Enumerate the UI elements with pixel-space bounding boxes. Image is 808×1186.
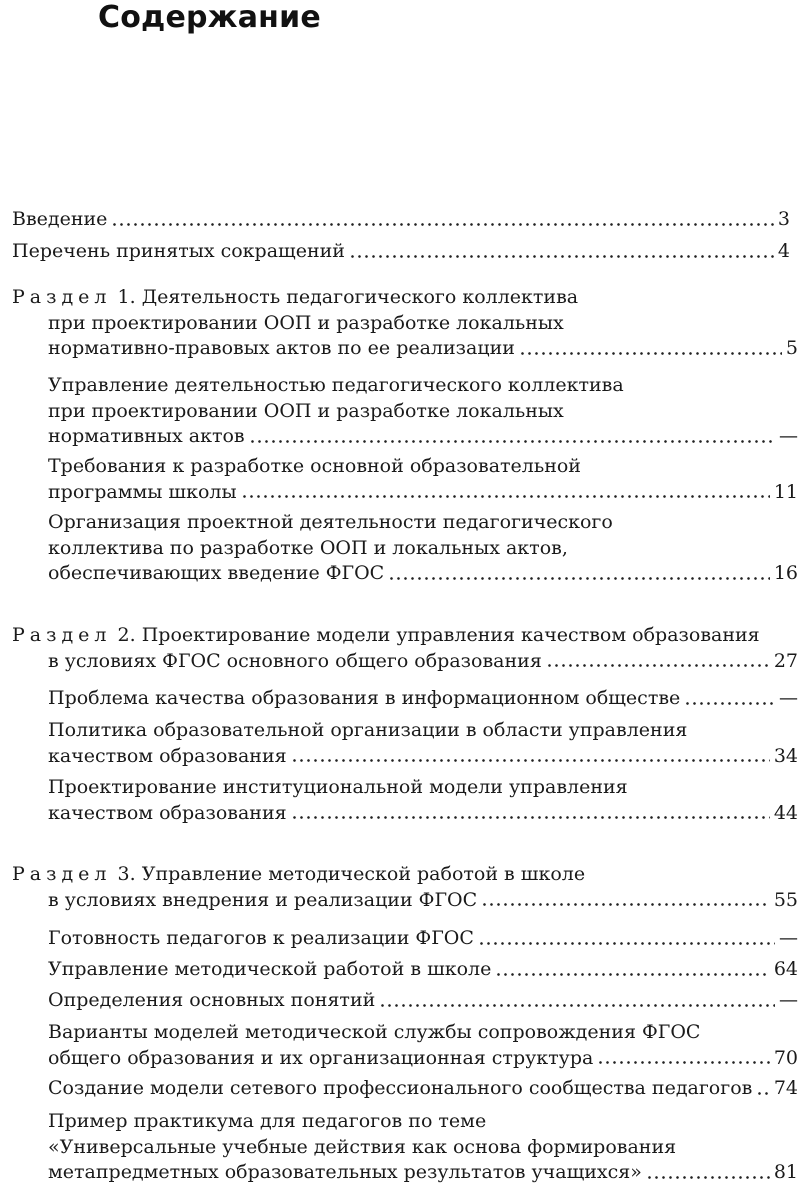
toc-line-text: Организация проектной деятельности педагогического bbox=[48, 511, 613, 533]
toc-entry bbox=[48, 686, 798, 712]
toc-entry bbox=[12, 862, 798, 913]
toc-entry-text bbox=[48, 1046, 593, 1072]
toc-entry-text bbox=[48, 649, 542, 675]
toc-entry bbox=[48, 718, 798, 769]
toc-entry-last-line bbox=[12, 888, 798, 914]
dot-leader bbox=[111, 222, 773, 227]
toc-entry-line bbox=[12, 623, 798, 649]
toc-entry-text bbox=[48, 801, 287, 827]
toc-line-text: 2. Проектирование модели управления качеством образования bbox=[117, 624, 760, 646]
toc-entry-text bbox=[48, 926, 474, 952]
dot-leader bbox=[646, 1175, 770, 1180]
toc-line-text: Перечень принятых сокращений bbox=[12, 240, 345, 262]
toc-line-text: Проектирование институциональной модели управления bbox=[48, 776, 628, 798]
toc-entry-line bbox=[48, 399, 798, 425]
toc-entry-line bbox=[48, 536, 798, 562]
toc-entry-line bbox=[48, 373, 798, 399]
toc-line-text: в условиях ФГОС основного общего образования bbox=[48, 649, 542, 672]
dot-leader bbox=[495, 972, 769, 977]
toc-line-text: качеством образования bbox=[48, 801, 287, 824]
toc-line-text: 1. Деятельность педагогического коллектива bbox=[117, 286, 579, 308]
toc-entry-last-line bbox=[48, 1046, 798, 1072]
toc-entry-last-line bbox=[12, 239, 790, 265]
toc-line-text: нормативных актов bbox=[48, 425, 245, 447]
toc-line-text: коллектива по разработке ООП и локальных актов, bbox=[48, 536, 568, 559]
toc-entry-text bbox=[48, 1160, 642, 1186]
toc-line-text: метапредметных образовательных результатов учащихся» bbox=[48, 1161, 642, 1183]
dot-leader bbox=[597, 1060, 769, 1065]
toc-entry-text bbox=[48, 561, 384, 587]
toc-entry-text bbox=[48, 744, 287, 770]
dot-leader bbox=[241, 494, 770, 499]
page-number: 27 bbox=[773, 649, 798, 672]
toc-entry-last-line bbox=[48, 1160, 798, 1186]
toc-line-text: Создание модели сетевого профессионального сообщества педагогов bbox=[48, 1077, 753, 1099]
toc-entry-text bbox=[48, 537, 568, 559]
toc-entry-text bbox=[48, 1021, 700, 1043]
toc-entry-line bbox=[48, 775, 798, 801]
toc-entry-text bbox=[48, 957, 491, 983]
toc-entry bbox=[48, 926, 798, 952]
page-number: 34 bbox=[773, 744, 798, 767]
toc-line-text: в условиях внедрения и реализации ФГОС bbox=[48, 888, 478, 911]
toc-entry-last-line bbox=[48, 926, 798, 952]
toc-entry bbox=[12, 239, 790, 265]
page-number: 5 bbox=[785, 337, 798, 359]
toc-entry-text bbox=[48, 1076, 752, 1102]
toc-line-text: Определения основных понятий bbox=[48, 989, 376, 1011]
toc-entry-last-line bbox=[12, 336, 798, 362]
toc-entry bbox=[48, 1020, 798, 1071]
toc-entry-text bbox=[48, 480, 237, 506]
toc-line-text: Варианты моделей методической службы сопровождения ФГОС bbox=[48, 1021, 701, 1043]
dot-leader bbox=[291, 758, 770, 763]
toc-entry-last-line bbox=[48, 988, 798, 1014]
section-label: Раздел bbox=[12, 863, 112, 885]
toc-entry-last-line bbox=[48, 480, 798, 506]
toc-line-text: Политика образовательной организации в области управления bbox=[48, 719, 688, 741]
toc-entry-last-line bbox=[48, 686, 798, 712]
page-number: — bbox=[779, 927, 798, 949]
toc-line-text: Готовность педагогов к реализации ФГОС bbox=[48, 927, 474, 949]
section-label: Раздел bbox=[12, 624, 112, 646]
toc-entry-text bbox=[48, 1110, 486, 1132]
toc-line-text: программы школы bbox=[48, 480, 237, 503]
toc-entry-line bbox=[48, 1135, 798, 1161]
toc-entry bbox=[48, 988, 798, 1014]
toc-line-text: нормативно-правовых актов по ее реализации bbox=[48, 337, 515, 359]
toc-entry-text bbox=[48, 312, 564, 334]
toc-line-text: качеством образования bbox=[48, 744, 287, 767]
toc-entry bbox=[48, 1076, 798, 1102]
page-number: — bbox=[779, 989, 798, 1011]
dot-leader bbox=[379, 1003, 775, 1008]
page-number: 4 bbox=[777, 240, 790, 262]
toc-entry bbox=[12, 623, 798, 674]
toc-entry bbox=[12, 207, 790, 233]
toc-line-text: «Универсальные учебные действия как основа формирования bbox=[48, 1135, 677, 1158]
page-number: 74 bbox=[773, 1077, 798, 1099]
page-number: 55 bbox=[773, 888, 798, 911]
page-number: 64 bbox=[773, 958, 798, 980]
toc-entry-last-line bbox=[48, 561, 798, 587]
toc-line-text: Требования к разработке основной образовательной bbox=[48, 455, 581, 477]
toc-entry-line bbox=[48, 510, 798, 536]
toc-entry-last-line bbox=[48, 957, 798, 983]
toc-line-text: Управление методической работой в школе bbox=[48, 958, 492, 980]
toc-line-text: обеспечивающих введение ФГОС bbox=[48, 562, 385, 584]
toc-entry-text bbox=[48, 1136, 676, 1158]
toc-entry-last-line bbox=[12, 207, 790, 233]
toc-entry-last-line bbox=[12, 649, 798, 675]
dot-leader bbox=[249, 439, 775, 444]
toc-line-text: при проектировании ООП и разработке локальных bbox=[48, 311, 564, 334]
page-number: 44 bbox=[773, 801, 798, 824]
toc-entry-text bbox=[48, 776, 628, 798]
toc-entry-text bbox=[48, 424, 245, 450]
dot-leader bbox=[478, 941, 775, 946]
toc-entry-text bbox=[48, 888, 477, 914]
toc-line-text: Пример практикума для педагогов по теме bbox=[48, 1110, 487, 1132]
dot-leader bbox=[349, 254, 774, 259]
page-number: 11 bbox=[773, 480, 798, 503]
toc-entry bbox=[48, 957, 798, 983]
toc-line-text: общего образования и их организационная структура bbox=[48, 1046, 594, 1069]
toc-entry-line bbox=[12, 311, 798, 337]
toc-entry-text bbox=[48, 336, 515, 362]
page-title: Содержание bbox=[98, 0, 321, 35]
dot-leader bbox=[481, 902, 770, 907]
dot-leader bbox=[519, 351, 782, 356]
toc-entry-line bbox=[48, 1020, 798, 1046]
toc-entry-text bbox=[12, 239, 345, 265]
section-label: Раздел bbox=[12, 286, 112, 308]
toc-entry-last-line bbox=[48, 1076, 798, 1102]
toc-line-text: при проектировании ООП и разработке локальных bbox=[48, 399, 564, 422]
dot-leader bbox=[291, 815, 770, 820]
toc-entry-last-line bbox=[48, 424, 798, 450]
toc-line-text: 3. Управление методической работой в школе bbox=[117, 863, 586, 885]
toc-entry bbox=[48, 454, 798, 505]
toc-entry-text bbox=[48, 719, 687, 741]
toc-entry-line bbox=[12, 862, 798, 888]
page-number: — bbox=[779, 687, 798, 709]
page-number: — bbox=[779, 425, 798, 447]
page-number: 3 bbox=[777, 208, 790, 230]
toc-entry-text bbox=[48, 511, 613, 533]
toc-entry-last-line bbox=[48, 744, 798, 770]
toc-entry-line bbox=[48, 454, 798, 480]
toc-line-text: Введение bbox=[12, 208, 108, 230]
toc-entry-last-line bbox=[48, 801, 798, 827]
dot-leader bbox=[756, 1091, 769, 1096]
toc-entry-text bbox=[48, 374, 624, 396]
toc-entry-text bbox=[12, 863, 585, 885]
toc-line-text: Управление деятельностью педагогического коллектива bbox=[48, 374, 624, 396]
dot-leader bbox=[388, 576, 770, 581]
toc-entry-text bbox=[12, 286, 578, 308]
toc-entry bbox=[48, 1109, 798, 1186]
toc-entry bbox=[12, 285, 798, 362]
page-number: 70 bbox=[773, 1046, 798, 1069]
toc-entry-text bbox=[48, 455, 581, 477]
toc-entry-text bbox=[48, 400, 564, 422]
page-number: 16 bbox=[773, 562, 798, 584]
toc-entry-line bbox=[12, 285, 798, 311]
dot-leader bbox=[684, 701, 775, 706]
toc-line-text: Проблема качества образования в информационном обществе bbox=[48, 687, 681, 709]
page-number: 81 bbox=[773, 1161, 798, 1183]
toc-entry-line bbox=[48, 718, 798, 744]
toc-entry bbox=[48, 775, 798, 826]
toc-entry-text bbox=[12, 207, 107, 233]
toc-entry bbox=[48, 510, 798, 587]
toc-entry-text bbox=[48, 686, 680, 712]
dot-leader bbox=[546, 663, 770, 668]
toc-entry-line bbox=[48, 1109, 798, 1135]
toc-entry-text bbox=[12, 624, 760, 646]
toc-entry-text bbox=[48, 988, 375, 1014]
toc-entry bbox=[48, 373, 798, 450]
